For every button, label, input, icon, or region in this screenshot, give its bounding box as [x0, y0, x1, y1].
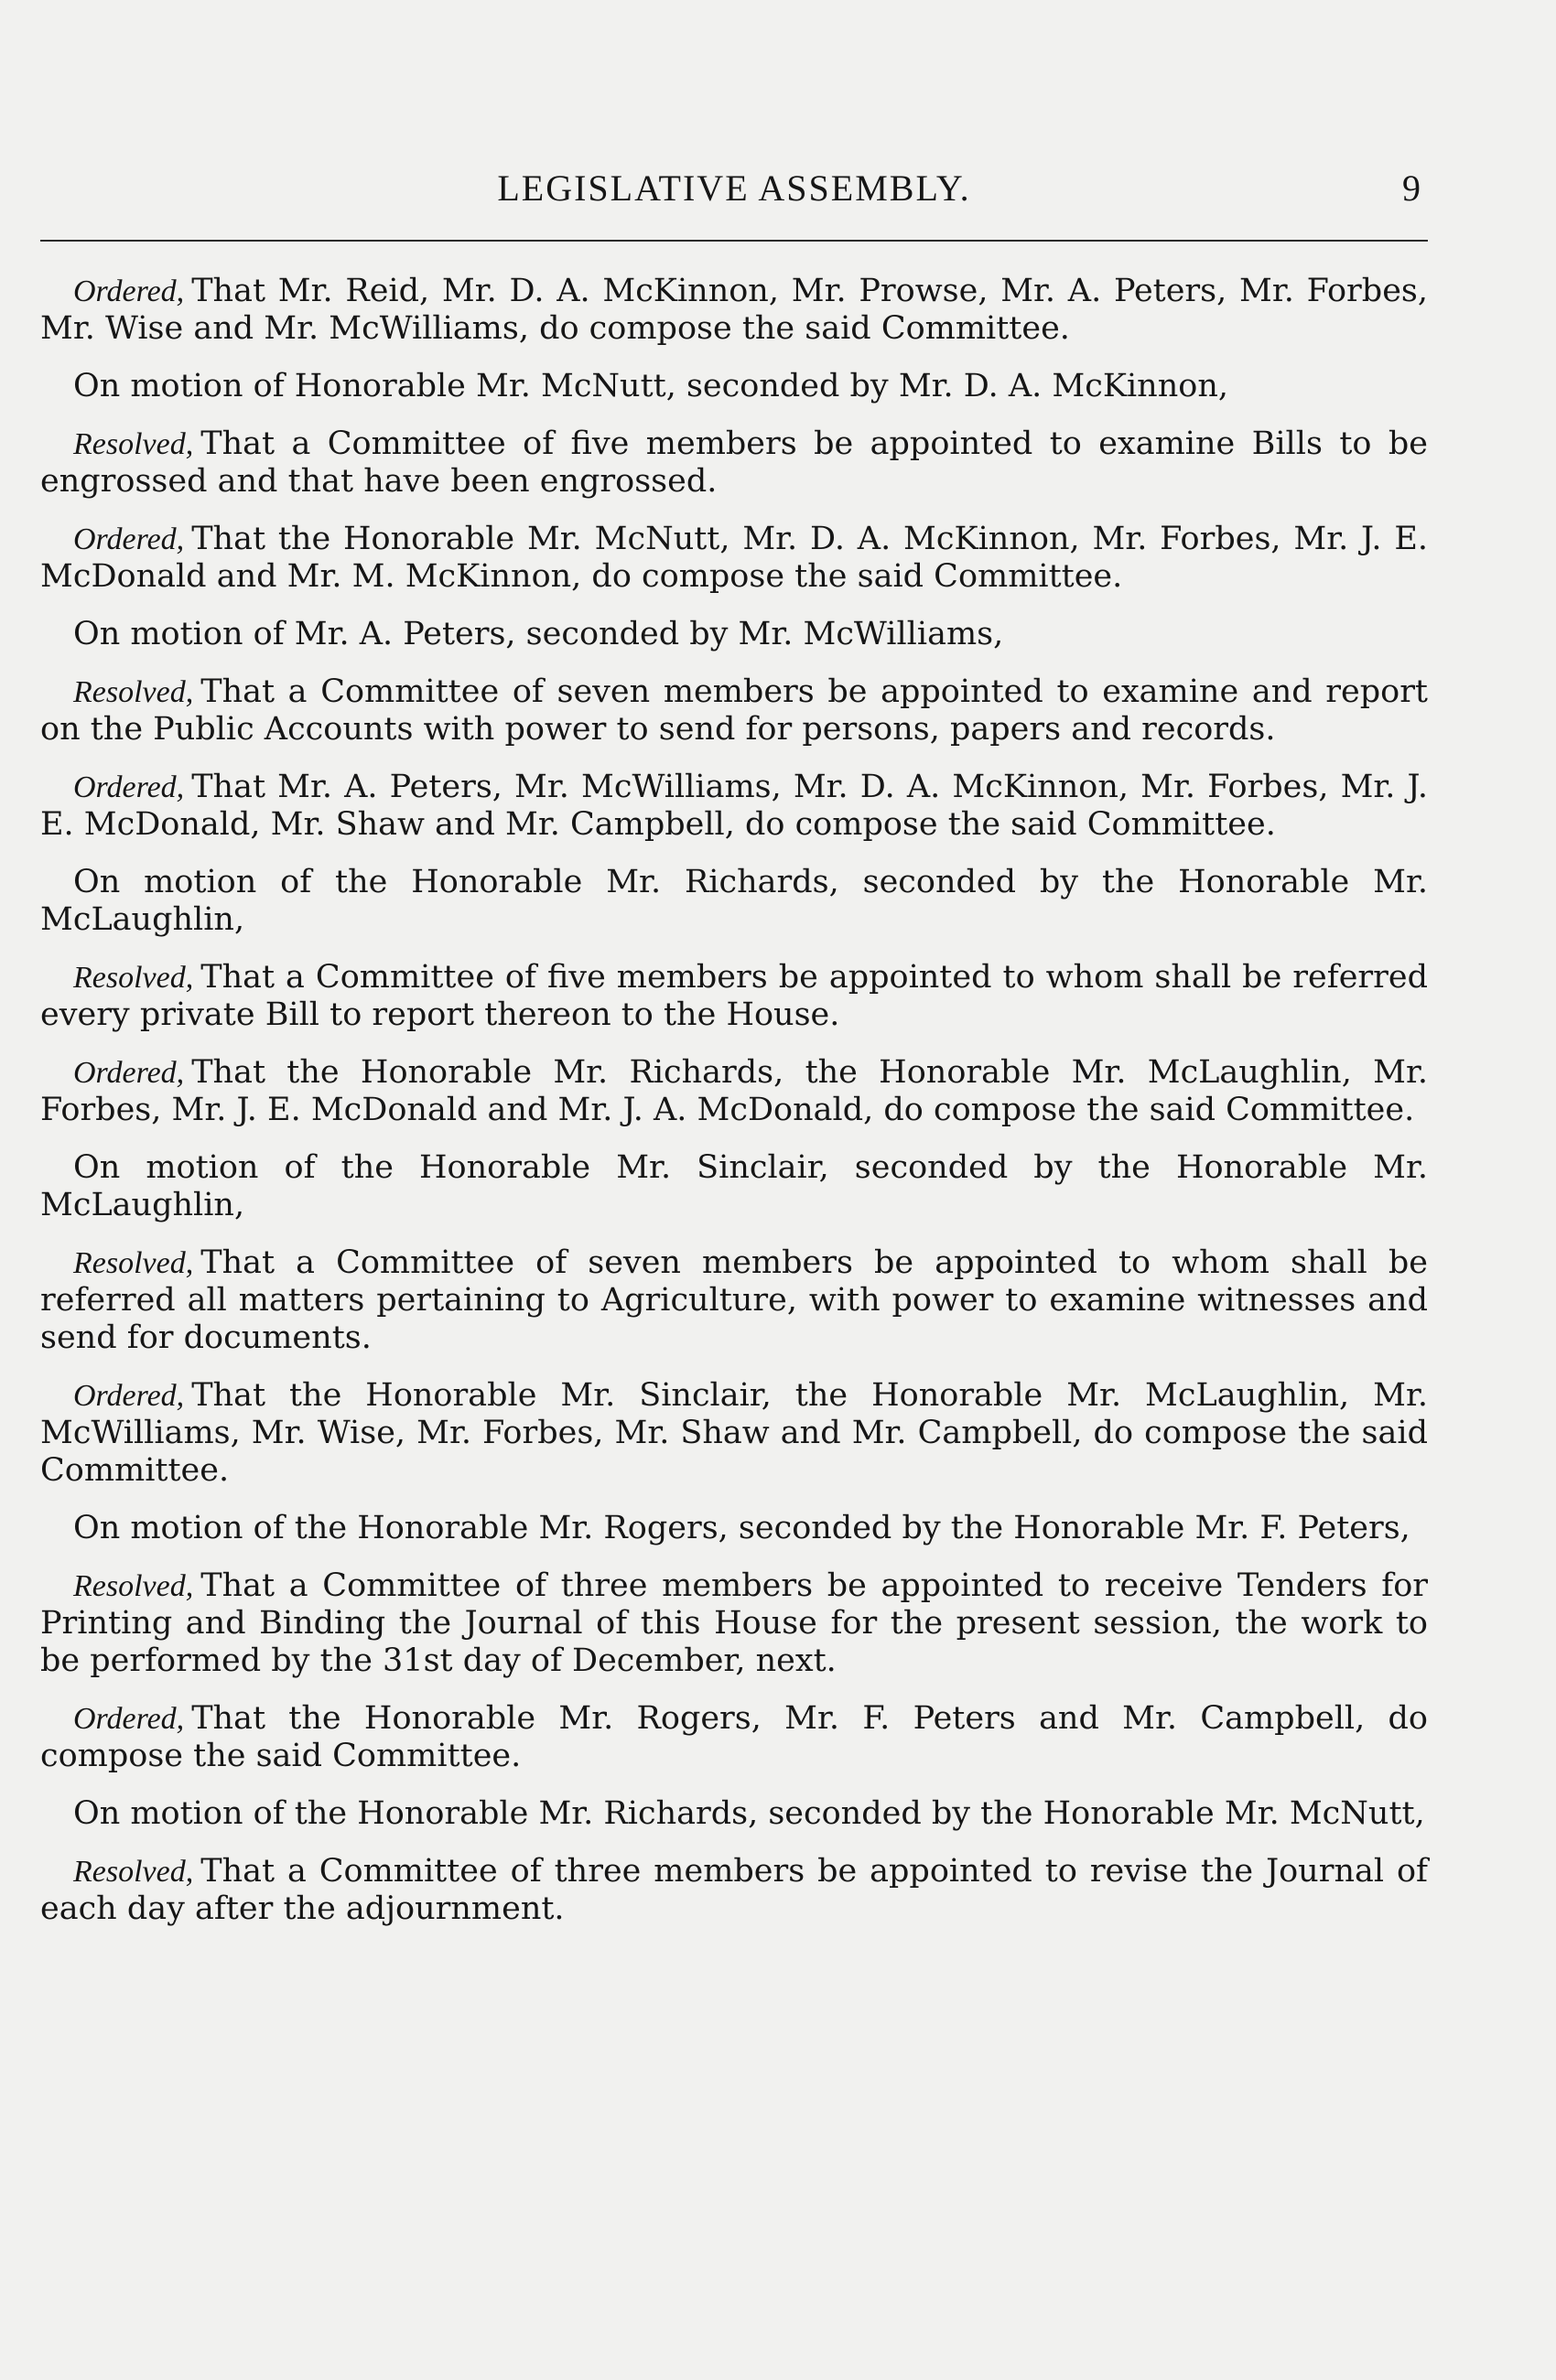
journal-body	[40, 273, 1428, 1948]
paragraph-lead: Ordered,	[73, 770, 185, 804]
paragraph-motion-richards-2	[40, 1795, 1428, 1833]
paragraph-lead: Ordered,	[73, 522, 185, 556]
paragraph-text: On motion of the Honorable Mr. Rogers, seconded by the Honorable Mr. F. Peters,	[73, 1510, 1410, 1546]
paragraph-ordered-peters	[40, 769, 1428, 844]
paragraph-lead: Ordered,	[73, 1056, 185, 1090]
paragraph-motion-rogers	[40, 1510, 1428, 1547]
paragraph-text: That a Committee of three members be appointed to receive Tenders for Printing and Binding the Journal of this House for the present session, the work to be performed by the 31st day of December, next.	[40, 1567, 1428, 1679]
paragraph-resolved-revise-journal	[40, 1853, 1428, 1928]
paragraph-text: On motion of the Honorable Mr. Richards, seconded by the Honorable Mr. McNutt,	[73, 1795, 1425, 1832]
paragraph-ordered-mcnutt	[40, 521, 1428, 596]
paragraph-text: That a Committee of seven members be appointed to whom shall be referred all matters pertaining to Agriculture, with power to examine witnesses and send for documents.	[40, 1244, 1428, 1356]
paragraph-lead: Resolved,	[73, 1855, 194, 1889]
paragraph-text: That the Honorable Mr. Rogers, Mr. F. Peters and Mr. Campbell, do compose the said Committee.	[40, 1700, 1428, 1774]
page-header	[40, 167, 1428, 212]
running-head: LEGISLATIVE ASSEMBLY.	[497, 167, 971, 209]
paragraph-text: That the Honorable Mr. McNutt, Mr. D. A. McKinnon, Mr. Forbes, Mr. J. E. McDonald and Mr. M. McKinnon, do compose the said Committee.	[40, 521, 1428, 595]
page-number: 9	[1402, 167, 1421, 209]
paragraph-ordered-sinclair	[40, 1377, 1428, 1490]
paragraph-resolved-printing-tenders	[40, 1567, 1428, 1680]
paragraph-resolved-public-accounts	[40, 673, 1428, 748]
paragraph-text: On motion of the Honorable Mr. Richards, seconded by the Honorable Mr. McLaughlin,	[40, 864, 1428, 938]
paragraph-ordered-reid	[40, 273, 1428, 348]
paragraph-lead: Resolved,	[73, 675, 194, 709]
paragraph-text: On motion of the Honorable Mr. Sinclair, seconded by the Honorable Mr. McLaughlin,	[40, 1149, 1428, 1223]
paragraph-lead: Resolved,	[73, 1246, 194, 1280]
paragraph-resolved-engrossed-bills	[40, 425, 1428, 501]
paragraph-text: On motion of Mr. A. Peters, seconded by Mr. McWilliams,	[73, 616, 1004, 652]
paragraph-resolved-agriculture	[40, 1244, 1428, 1357]
paragraph-text: That a Committee of three members be appointed to revise the Journal of each day after the adjournment.	[40, 1853, 1428, 1927]
paragraph-lead: Resolved,	[73, 427, 194, 461]
paragraph-motion-peters	[40, 616, 1428, 653]
paragraph-text: That a Committee of seven members be appointed to examine and report on the Public Accounts with power to send for persons, papers and records.	[40, 673, 1428, 748]
header-rule	[40, 240, 1428, 242]
paragraph-resolved-private-bills	[40, 959, 1428, 1034]
paragraph-lead: Ordered,	[73, 275, 185, 308]
paragraph-ordered-richards	[40, 1054, 1428, 1129]
paragraph-text: That a Committee of five members be appointed to whom shall be referred every private Bill to report thereon to the House.	[40, 959, 1428, 1033]
paragraph-text: That a Committee of five members be appointed to examine Bills to be engrossed and that have been engrossed.	[40, 425, 1428, 500]
paragraph-lead: Resolved,	[73, 1569, 194, 1603]
paragraph-motion-mcnutt	[40, 368, 1428, 405]
paragraph-lead: Ordered,	[73, 1379, 185, 1413]
paragraph-ordered-rogers	[40, 1700, 1428, 1775]
paragraph-motion-richards	[40, 864, 1428, 939]
paragraph-text: That the Honorable Mr. Richards, the Honorable Mr. McLaughlin, Mr. Forbes, Mr. J. E. McDonald and Mr. J. A. McDonald, do compose the said Committee.	[40, 1054, 1428, 1128]
paragraph-motion-sinclair	[40, 1149, 1428, 1224]
paragraph-text: That Mr. A. Peters, Mr. McWilliams, Mr. D. A. McKinnon, Mr. Forbes, Mr. J. E. McDonald, Mr. Shaw and Mr. Campbell, do compose the said Committee.	[40, 769, 1428, 843]
paragraph-text: On motion of Honorable Mr. McNutt, seconded by Mr. D. A. McKinnon,	[73, 368, 1228, 404]
paragraph-text: That the Honorable Mr. Sinclair, the Honorable Mr. McLaughlin, Mr. McWilliams, Mr. Wise, Mr. Forbes, Mr. Shaw and Mr. Campbell, do compose the said Committee.	[40, 1377, 1428, 1489]
paragraph-lead: Ordered,	[73, 1702, 185, 1736]
paragraph-text: That Mr. Reid, Mr. D. A. McKinnon, Mr. Prowse, Mr. A. Peters, Mr. Forbes, Mr. Wise and Mr. McWilliams, do compose the said Committee.	[40, 273, 1428, 347]
paragraph-lead: Resolved,	[73, 961, 194, 995]
